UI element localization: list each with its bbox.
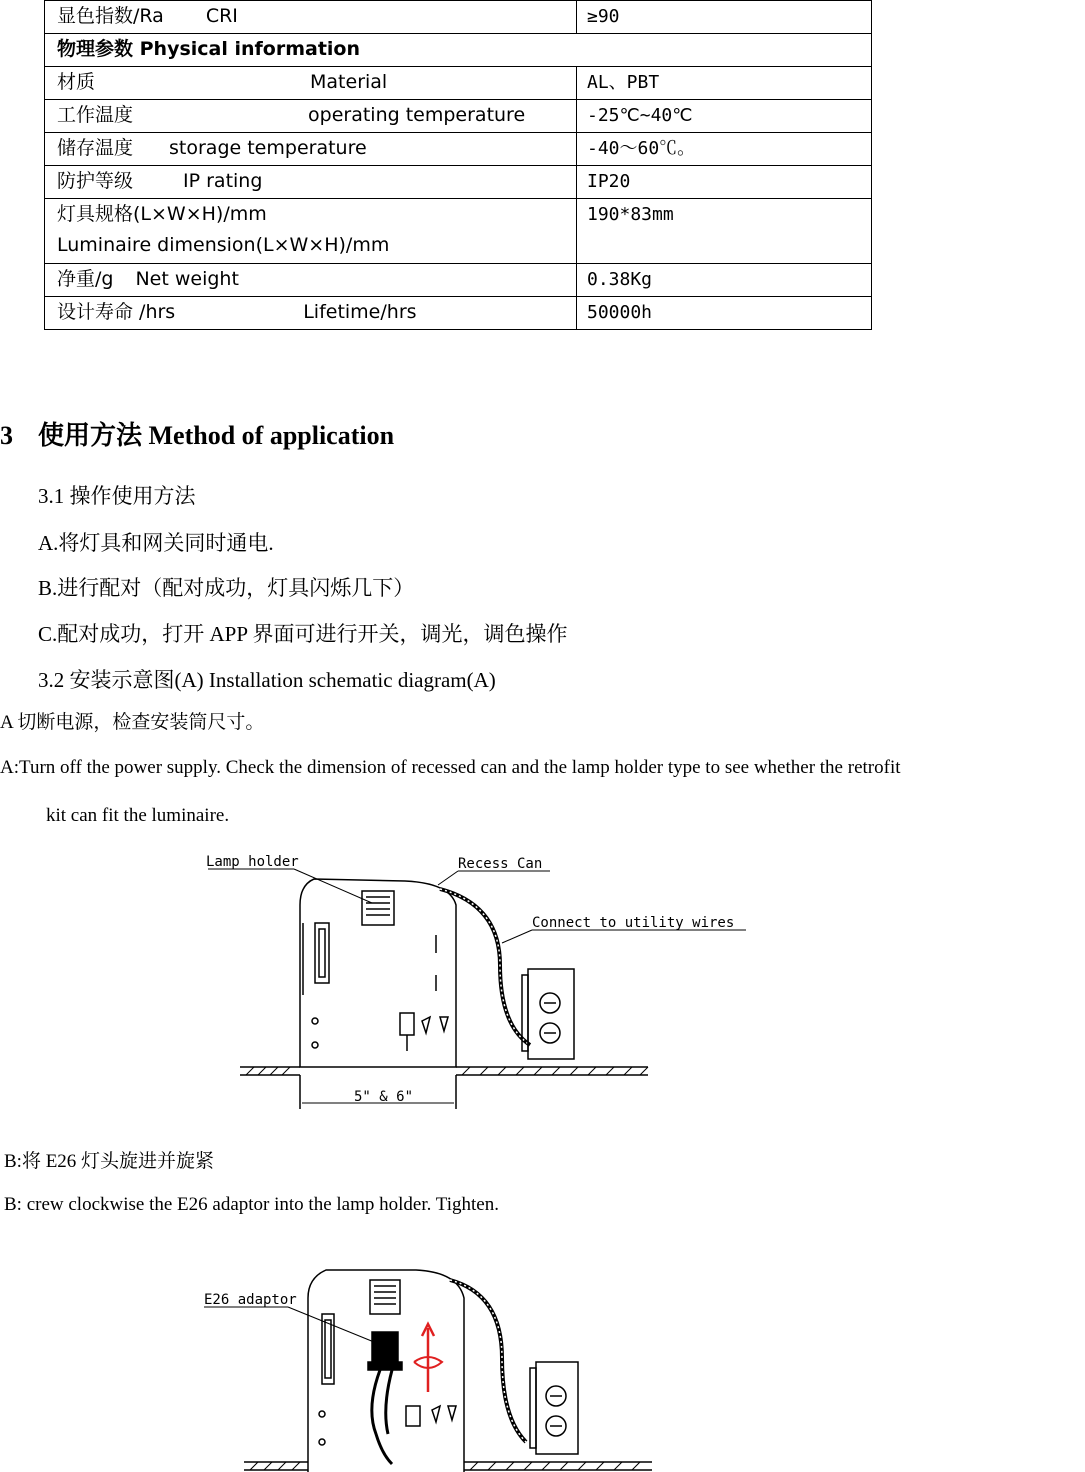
table-row bbox=[45, 297, 872, 330]
section-header: 物理参数 Physical information bbox=[45, 34, 872, 67]
connect-label: Connect to utility wires bbox=[532, 915, 735, 931]
row-label-cn: 储存温度 bbox=[57, 137, 134, 159]
installation-diagram-b bbox=[196, 1258, 656, 1472]
row-label-en: Luminaire dimension(L×W×H)/mm bbox=[57, 234, 390, 256]
subsection-3-1: 3.1 操作使用方法 bbox=[38, 484, 196, 508]
row-label-cn: 工作温度 bbox=[57, 104, 134, 126]
step-b: B.进行配对（配对成功，灯具闪烁几下） bbox=[38, 576, 415, 600]
step-a-en-line1: A:Turn off the power supply. Check the dimension of recessed can and the lamp holder type to see whether the retrofit bbox=[0, 757, 901, 778]
row-label-cn: 显色指数/Ra bbox=[57, 5, 164, 27]
table-row bbox=[45, 166, 872, 199]
row-label-cn: 防护等级 bbox=[57, 170, 134, 192]
table-row bbox=[45, 1, 872, 34]
row-label-en: IP rating bbox=[183, 170, 263, 192]
step-b-cn: B:将 E26 灯头旋进并旋紧 bbox=[4, 1151, 215, 1172]
step-b-en: B: crew clockwise the E26 adaptor into the lamp holder. Tighten. bbox=[4, 1194, 499, 1215]
row-label-en: Lifetime/hrs bbox=[303, 301, 417, 323]
subsection-3-2: 3.2 安装示意图(A) Installation schematic diagram(A) bbox=[38, 668, 496, 692]
row-label-cn: 净重/g bbox=[57, 268, 114, 290]
row-value: IP20 bbox=[577, 166, 872, 199]
row-value: ≥90 bbox=[577, 1, 872, 34]
row-label-en: operating temperature bbox=[308, 104, 526, 126]
table-row bbox=[45, 199, 872, 264]
e26-adaptor-label: E26 adaptor bbox=[204, 1292, 297, 1308]
step-c: C.配对成功，打开 APP 界面可进行开关，调光，调色操作 bbox=[38, 622, 568, 646]
row-label-en: CRI bbox=[205, 5, 238, 27]
step-a-cn: A 切断电源，检查安装筒尺寸。 bbox=[0, 712, 265, 733]
row-value: 0.38Kg bbox=[577, 264, 872, 297]
row-value: -40～60℃。 bbox=[577, 133, 872, 166]
section-title bbox=[0, 415, 394, 452]
lamp-holder-label: Lamp holder bbox=[206, 854, 299, 870]
spec-table bbox=[44, 0, 872, 330]
table-row bbox=[45, 133, 872, 166]
table-row bbox=[45, 67, 872, 100]
row-value: 50000h bbox=[577, 297, 872, 330]
dimension-label: 5" & 6" bbox=[354, 1089, 414, 1105]
row-label-en: storage temperature bbox=[169, 137, 367, 159]
table-row bbox=[45, 100, 872, 133]
row-value: 190*83mm bbox=[577, 199, 872, 264]
row-label-cn: 灯具规格(L×W×H)/mm bbox=[57, 203, 267, 225]
section-number: 3 bbox=[0, 421, 13, 450]
table-section-row bbox=[45, 34, 872, 67]
row-label-cn: 材质 bbox=[57, 71, 96, 93]
recess-can-label: Recess Can bbox=[458, 856, 543, 872]
row-label-cn: 设计寿命 /hrs bbox=[57, 301, 176, 323]
table-row bbox=[45, 264, 872, 297]
step-a-en-line2: kit can fit the luminaire. bbox=[46, 805, 230, 826]
row-value: AL、PBT bbox=[577, 67, 872, 100]
row-value: -25℃~40℃ bbox=[577, 100, 872, 133]
step-a: A.将灯具和网关同时通电. bbox=[38, 531, 274, 555]
installation-diagram-a bbox=[200, 845, 760, 1115]
section-title-text: 使用方法 Method of application bbox=[38, 421, 395, 450]
row-label-en: Net weight bbox=[135, 268, 239, 290]
row-label-en: Material bbox=[310, 71, 388, 93]
